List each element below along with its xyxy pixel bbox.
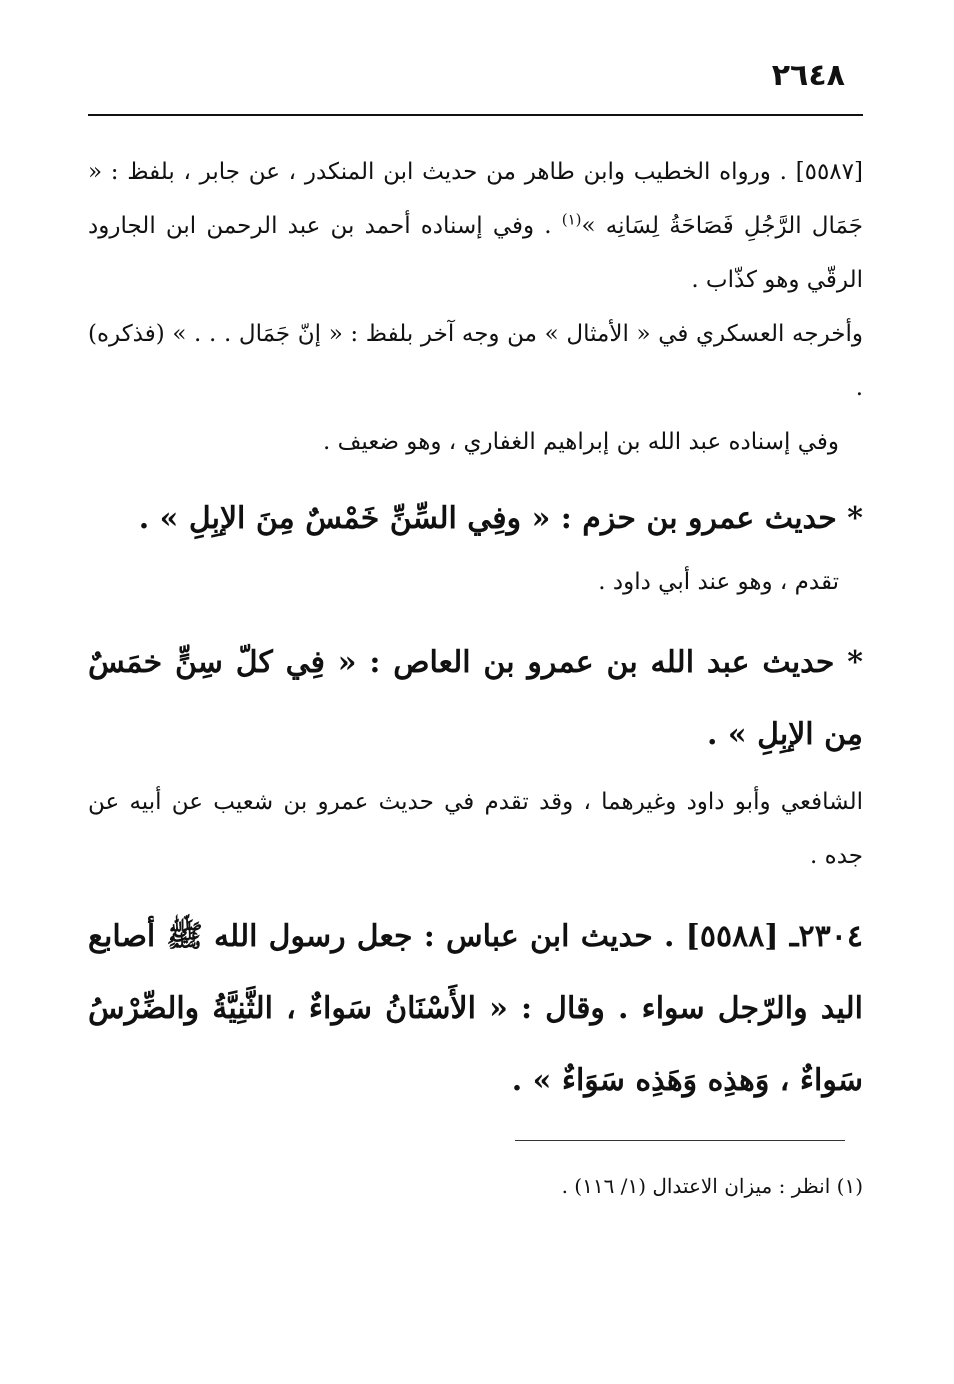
footnote-marker: (١) (561, 210, 582, 229)
hadith-heading-amr-ibn-hazm: * حديث عمرو بن حزم : « وفِي السِّنِّ خَمْسٌ مِنَ الإبِلِ » . (138, 501, 863, 536)
page-number: ٢٦٤٨ (771, 58, 845, 93)
page-body (88, 145, 863, 1121)
hadith-heading-ibn-abbas: ٢٣٠٤ـ [٥٥٨٨] . حديث ابن عباس : جعل رسول الله ﷺ أصابع اليد والرّجل سواء . وقال : « الأَسْنَانُ سَواءٌ ، الثَّنِيَّةُ والضِّرْسُ سَواءٌ ، وَهذِه وَهَذِه سَوَاءٌ » . (88, 919, 863, 1098)
paragraph-shafii: الشافعي وأبو داود وغيرهما ، وقد تقدم في حديث عمرو بن شعيب عن أبيه عن جده . (88, 789, 863, 869)
paragraph-abu-dawud: تقدم ، وهو عند أبي داود . (598, 569, 839, 595)
paragraph-askari: وأخرجه العسكري في « الأمثال » من وجه آخر بلفظ : « إنّ جَمَال . . . » (فذكره) . (88, 321, 863, 401)
footnote: (١) انظر : ميزان الاعتدال (١/ ١١٦) . (561, 1174, 863, 1198)
paragraph-isnad: وفي إسناده عبد الله بن إبراهيم الغفاري ، وهو ضعيف . (323, 429, 839, 455)
paragraph-narration (88, 145, 863, 307)
page (88, 0, 863, 1384)
header-rule (88, 114, 863, 116)
footnote-rule (515, 1140, 845, 1141)
paragraph-text: [٥٥٨٧] . ورواه الخطيب وابن طاهر من حديث ابن المنكدر ، عن جابر ، بلفظ : « جَمَال الرَّجُلِ فَصَاحَةُ لِسَانِه » (88, 159, 863, 239)
paragraph-text: . وفي إسناده أحمد بن عبد الرحمن ابن الجارود الرقّي وهو كذّاب . (88, 213, 863, 293)
hadith-heading-abdullah-ibn-amr: * حديث عبد الله بن عمرو بن العاص : « فِي كلّ سِنٍّ خمَسٌ مِن الإبِلِ » . (88, 645, 863, 752)
